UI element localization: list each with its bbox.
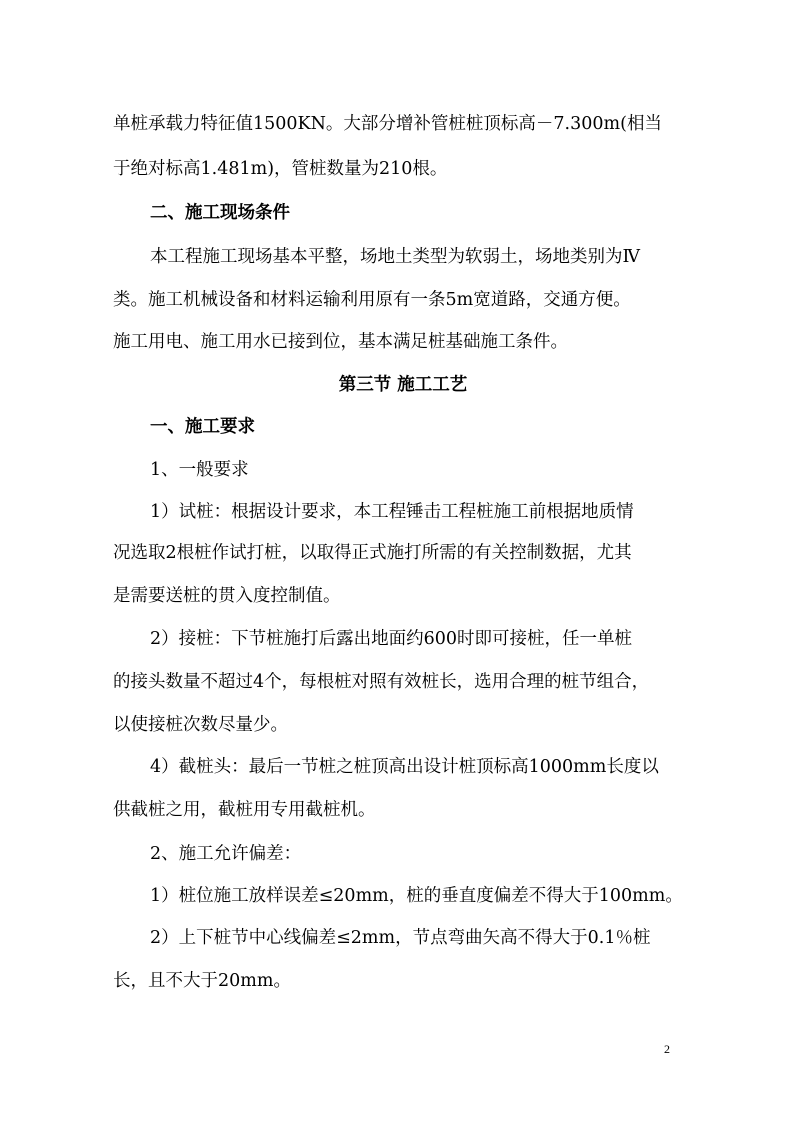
body-text-line: 况选取2根桩作试打桩，以取得正式施打所需的有关控制数据，尤其 bbox=[113, 543, 632, 563]
body-text-line: 1）试桩：根据设计要求，本工程锤击工程桩施工前根据地质情 bbox=[150, 502, 634, 522]
body-text-line: 的接头数量不超过4个，每根桩对照有效桩长，选用合理的桩节组合， bbox=[113, 672, 650, 692]
body-text-line: 单桩承载力特征值1500KN。大部分增补管桩桩顶标高－7.300m(相当 bbox=[113, 114, 662, 134]
body-text-line: 以使接桩次数尽量少。 bbox=[113, 715, 288, 735]
section-heading: 二、施工现场条件 bbox=[150, 203, 290, 223]
body-text-line: 2）接桩：下节桩施打后露出地面约600时即可接桩，任一单桩 bbox=[150, 629, 633, 649]
body-text-line: 施工用电、施工用水已接到位，基本满足桩基础施工条件。 bbox=[113, 332, 568, 352]
body-text-line: 供截桩之用，截桩用专用截桩机。 bbox=[113, 800, 376, 820]
subsection-heading: 1、一般要求 bbox=[150, 460, 249, 480]
body-text-line: 4）截桩头：最后一节桩之桩顶高出设计桩顶标高1000mm长度以 bbox=[150, 757, 659, 777]
body-text-line: 1）桩位施工放样误差≤20mm，桩的垂直度偏差不得大于100mm。 bbox=[150, 886, 683, 906]
chapter-heading: 第三节 施工工艺 bbox=[338, 375, 468, 395]
section-heading: 一、施工要求 bbox=[150, 417, 255, 437]
subsection-heading: 2、施工允许偏差： bbox=[150, 844, 302, 864]
body-text-line: 2）上下桩节中心线偏差≤2mm，节点弯曲矢高不得大于0.1％桩 bbox=[150, 928, 651, 948]
body-text-line: 类。施工机械设备和材料运输利用原有一条5m宽道路，交通方便。 bbox=[113, 290, 631, 310]
body-text-line: 是需要送桩的贯入度控制值。 bbox=[113, 586, 341, 606]
page-number: 2 bbox=[664, 1042, 670, 1056]
body-text-line: 本工程施工现场基本平整，场地土类型为软弱土，场地类别为Ⅳ bbox=[150, 247, 640, 267]
body-text-line: 于绝对标高1.481m)，管桩数量为210根。 bbox=[113, 159, 448, 179]
body-text-line: 长，且不大于20mm。 bbox=[113, 971, 291, 991]
